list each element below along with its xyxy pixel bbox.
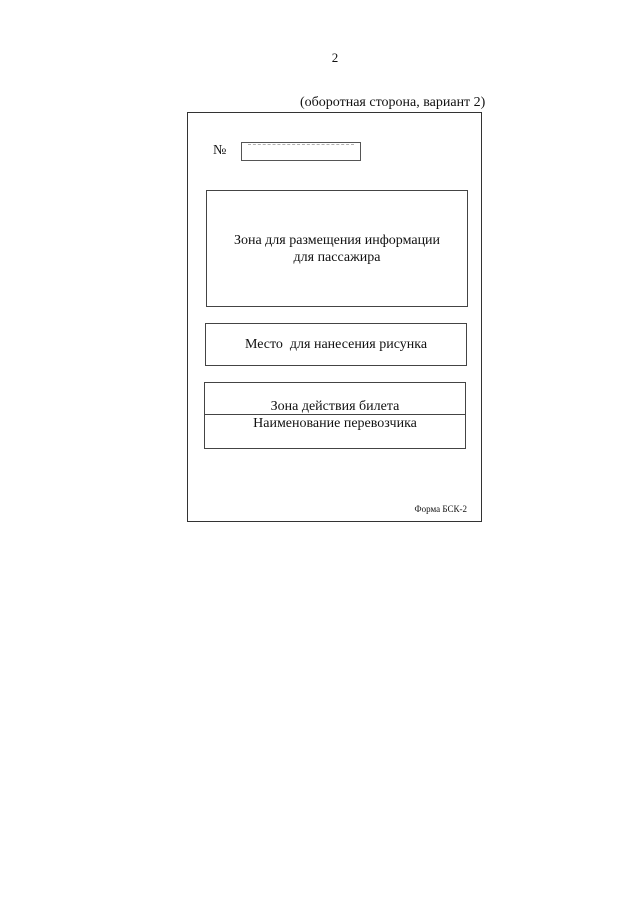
number-label: № [213,143,227,158]
ticket-number-field [241,142,361,161]
picture-zone-label: Место для нанесения рисунка [244,337,428,352]
side-caption: (оборотная сторона, вариант 2) [300,95,486,110]
carrier-zone-label: Наименование перевозчика [253,416,417,431]
passenger-info-zone [206,190,468,307]
form-code: Форма БСК-2 [414,504,467,514]
ticket-card [187,112,482,522]
validity-carrier-block [204,382,466,449]
carrier-zone [205,415,465,448]
validity-zone [205,383,465,415]
picture-zone [205,323,467,366]
number-field-smudge [248,144,354,147]
validity-zone-label: Зона действия билета [270,399,400,414]
page-number: 2 [331,50,339,65]
passenger-info-zone-label: Зона для размещения информации для пассажира [233,232,441,265]
